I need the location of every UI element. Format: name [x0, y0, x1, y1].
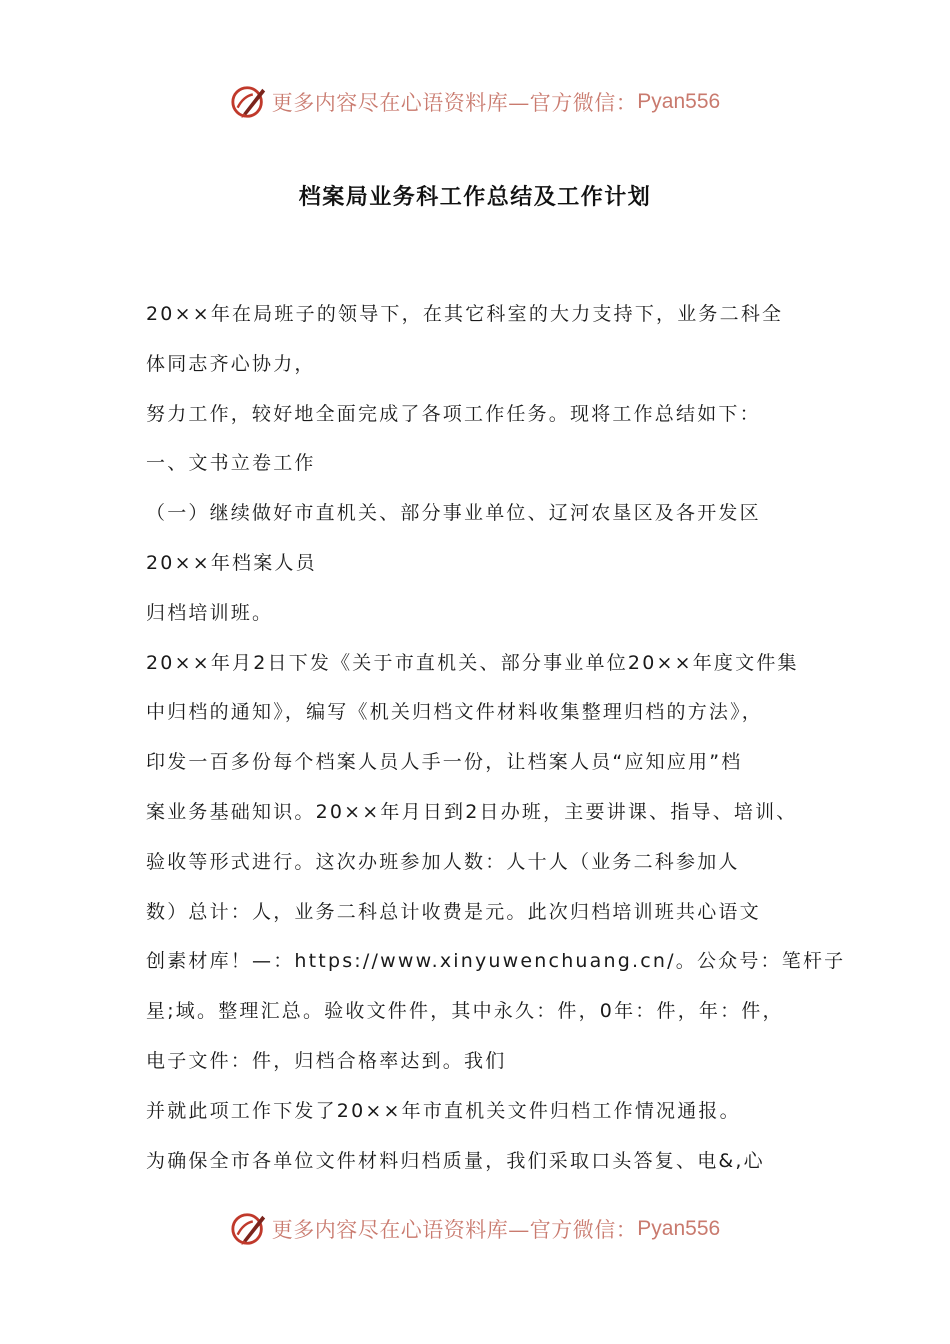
banner-text: 更多内容尽在心语资料库—官方微信： — [271, 91, 638, 115]
paragraph-line: 20××年月2日下发《关于市直机关、部分事业单位20××年度文件集 — [146, 651, 799, 674]
document-title: 档案局业务科工作总结及工作计划 — [298, 185, 652, 210]
banner-text: 更多内容尽在心语资料库—官方微信： — [271, 1218, 638, 1242]
paragraph-line: 并就此项工作下发了20××年市直机关文件归档工作情况通报。 — [146, 1099, 741, 1122]
paragraph-line: 案业务基础知识。20××年月日到2日办班，主要讲课、指导、培训、 — [146, 800, 798, 823]
wechat-id: Pyan556 — [637, 90, 721, 113]
paragraph-line: 体同志齐心协力， — [146, 352, 316, 375]
paragraph-line: 验收等形式进行。这次办班参加人数：人十人（业务二科参加人 — [146, 850, 740, 873]
paragraph-line: 电子文件：件，归档合格率达到。我们 — [146, 1049, 507, 1072]
pen-logo-icon — [230, 83, 268, 121]
pen-logo-icon — [230, 1210, 268, 1248]
wechat-id: Pyan556 — [637, 1217, 721, 1240]
paragraph-line: 中归档的通知》，编写《机关归档文件材料收集整理归档的方法》， — [146, 701, 764, 724]
paragraph-line: 为确保全市各单位文件材料归档质量，我们采取口头答复、电&,心 — [146, 1149, 765, 1172]
paragraph-line: 印发一百多份每个档案人员人手一份，让档案人员“应知应用”档 — [146, 751, 743, 774]
paragraph-line: 数）总计：人，业务二科总计收费是元。此次归档培训班共心语文 — [146, 900, 761, 923]
paragraph-line: 归档培训班。 — [146, 601, 274, 624]
footer-banner — [0, 1207, 950, 1251]
paragraph-line: 20××年档案人员 — [146, 551, 317, 574]
section-heading: 一、文书立卷工作 — [146, 452, 316, 475]
paragraph-line: 20××年在局班子的领导下，在其它科室的大力支持下，业务二科全 — [146, 303, 784, 325]
paragraph-line: 星;域。整理汇总。验收文件件，其中永久：件，0年：件，年：件， — [146, 1000, 784, 1023]
header-banner — [0, 80, 950, 124]
document-body — [146, 290, 846, 1186]
paragraph-line: 创素材库！—：https://www.xinyuwenchuang.cn/。公众号：笔杆子 — [146, 950, 846, 973]
paragraph-line: 努力工作，较好地全面完成了各项工作任务。现将工作总结如下： — [146, 402, 761, 425]
subsection-heading: （一）继续做好市直机关、部分事业单位、辽河农垦区及各开发区 — [146, 502, 761, 525]
